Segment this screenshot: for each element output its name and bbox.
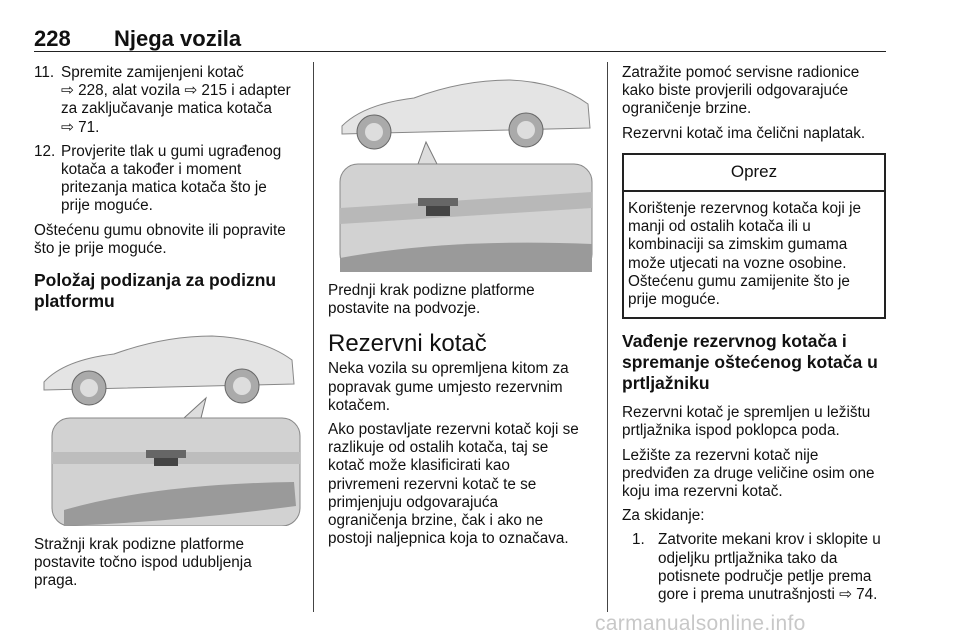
section-heading: Položaj podizanja za podiznu platformu xyxy=(34,270,277,312)
header-rule xyxy=(34,51,886,52)
front-lift-point-illustration xyxy=(328,68,596,272)
step-number: 11. xyxy=(34,64,55,81)
step-line: za zaključavanje matica kotača xyxy=(61,100,272,118)
paragraph: Rezervni kotač ima čelični naplatak. xyxy=(622,124,866,142)
column-divider-2 xyxy=(607,62,608,612)
step-line: pritezanja matica kotača što je xyxy=(61,179,267,197)
figure-caption: Prednji krak podizne platforme postavite na podvozje. xyxy=(328,282,535,318)
step-number: 12. xyxy=(34,142,56,160)
step-12 xyxy=(34,143,302,216)
step-line: kotača a također i moment xyxy=(61,161,242,179)
paragraph: Za skidanje: xyxy=(622,507,705,525)
step-line: Spremite zamijenjeni kotač xyxy=(61,64,244,81)
page-header xyxy=(34,26,886,52)
column-1 xyxy=(34,64,302,597)
paragraph: Ako postavljate rezervni kotač koji se razlikuje od ostalih kotača, taj se kotač može klasificirati kao privremeni rezervni kotač te se primjenjuju odgovarajuća ograničenja brzine, čak i ako ne postoji naljepnica koja to označava. xyxy=(328,421,579,548)
section-heading: Vađenje rezervnog kotača i spremanje oštećenog kotača u prtljažniku xyxy=(622,331,878,394)
paragraph: Neka vozila su opremljena kitom za popravak gume umjesto rezervnim kotačem. xyxy=(328,360,569,414)
step-number: 1. xyxy=(632,531,645,549)
paragraph: Zatražite pomoć servisne radionice kako biste provjerili odgovarajuće ograničenje brzine. xyxy=(622,64,860,118)
paragraph: Rezervni kotač je spremljen u ležištu prtljažnika ispod poklopca poda. xyxy=(622,404,871,440)
caution-title: Oprez xyxy=(624,155,884,192)
column-2 xyxy=(328,64,596,554)
chapter-title: Njega vozila xyxy=(114,26,242,51)
paragraph: Oštećenu gumu obnovite ili popravite što je prije moguće. xyxy=(34,221,286,257)
step-line: Provjerite tlak u gumi ugrađenog xyxy=(61,142,282,160)
step-line: ⇨ 71. xyxy=(61,118,100,136)
watermark: carmanualsonline.info xyxy=(595,612,806,635)
step-line: prije moguće. xyxy=(61,197,153,215)
step-11 xyxy=(34,64,302,137)
caution-text: Korištenje rezervnog kotača koji je manji od ostalih kotača ili u kombinaciji sa zimskim gumama može utjecati na vozne osobine. Oštećenu gumu zamijenite što je prije moguće. xyxy=(628,200,861,309)
caution-box xyxy=(622,153,886,319)
step-line: ⇨ 228, alat vozila ⇨ 215 i adapter xyxy=(61,82,291,100)
page-number: 228 xyxy=(34,26,71,51)
paragraph: Ležište za rezervni kotač nije predviđen za druge veličine osim one koju ima rezervni kotač. xyxy=(622,446,875,501)
section-title: Rezervni kotač xyxy=(328,330,487,358)
rear-lift-point-illustration xyxy=(34,322,302,526)
column-divider-1 xyxy=(313,62,314,612)
column-3 xyxy=(622,64,886,610)
figure-caption: Stražnji krak podizne platforme postavite točno ispod udubljenja praga. xyxy=(34,536,252,590)
step-1: 1. Zatvorite mekani krov i sklopite u odjeljku prtljažnika tako da potisnete područje petlje prema gore i prema unutrašnjosti ⇨ 74. xyxy=(632,531,881,604)
